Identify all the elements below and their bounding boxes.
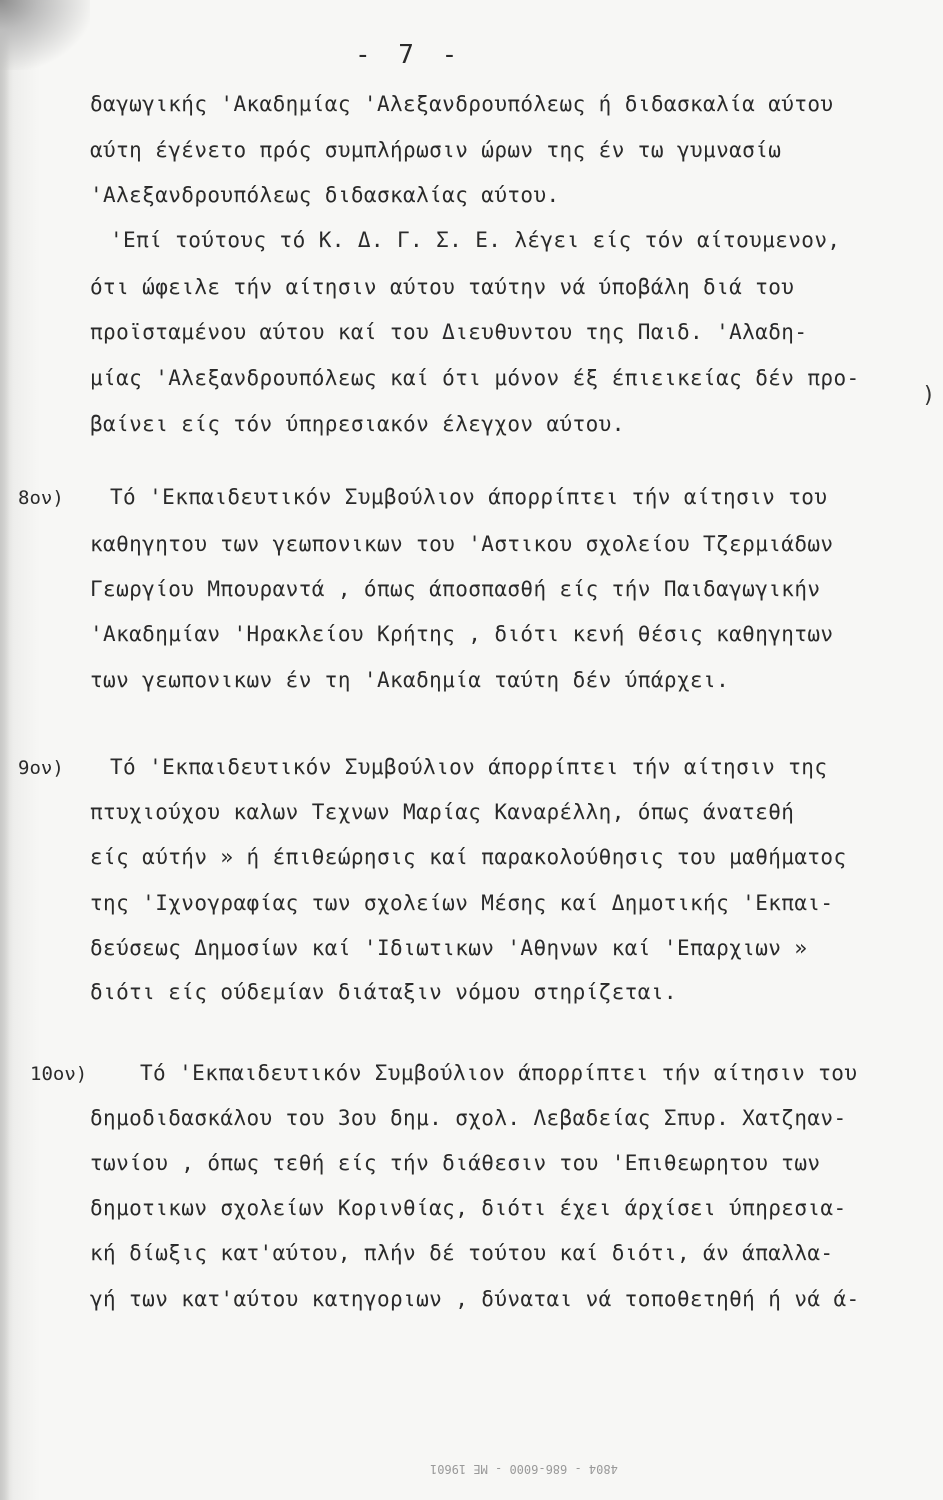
text-line: είς αύτήν » ή έπιθεώρησις καί παρακολούθησις του μαθήματος xyxy=(90,845,847,869)
text-line: αύτη έγένετο πρός συμπλήρωσιν ώρων της έν τω γυμνασίω xyxy=(90,138,782,162)
margin-mark: ) xyxy=(922,383,936,408)
corner-fold-shadow xyxy=(0,0,90,70)
text-line: κή δίωξις κατ'αύτου, πλήν δέ τούτου καί διότι, άν άπαλλα- xyxy=(90,1241,834,1265)
text-line: των γεωπονικων έν τη 'Ακαδημία ταύτη δέν ύπάρχει. xyxy=(90,668,730,692)
page-edge-shadow xyxy=(0,0,10,1500)
text-line: Τό 'Εκπαιδευτικόν Συμβούλιον άπορρίπτει τήν αίτησιν του xyxy=(140,1061,858,1085)
text-line: καθηγητου των γεωπονικων του 'Αστικου σχολείου Τζερμιάδων xyxy=(90,532,834,556)
text-line: 'Ακαδημίαν 'Ηρακλείου Κρήτης , διότι κενή θέσις καθηγητων xyxy=(90,622,834,646)
text-line: Γεωργίου Μπουραντά , όπως άποσπασθή είς τήν Παιδαγωγικήν xyxy=(90,577,821,601)
text-line: δαγωγικής 'Ακαδημίας 'Αλεξανδρουπόλεως ή διδασκαλία αύτου xyxy=(90,92,834,116)
text-line: δημοδιδασκάλου του 3ου δημ. σχολ. Λεβαδείας Σπυρ. Χατζηαν- xyxy=(90,1106,847,1130)
page-number: - 7 - xyxy=(355,40,464,70)
text-line: 'Αλεξανδρουπόλεως διδασκαλίας αύτου. xyxy=(90,183,560,207)
text-line: Τό 'Εκπαιδευτικόν Συμβούλιον άπορρίπτει τήν αίτησιν της xyxy=(110,755,828,779)
text-line: Τό 'Εκπαιδευτικόν Συμβούλιον άπορρίπτει τήν αίτησιν του xyxy=(110,485,828,509)
item-number: 9ον) xyxy=(18,757,64,779)
text-line: της 'Ιχνογραφίας των σχολείων Μέσης καί Δημοτικής 'Εκπαι- xyxy=(90,891,834,915)
text-line: δημοτικων σχολείων Κορινθίας, διότι έχει άρχίσει ύπηρεσια- xyxy=(90,1196,847,1220)
text-line: δεύσεως Δημοσίων καί 'Ιδιωτικων 'Αθηνων καί 'Επαρχιων » xyxy=(90,936,808,960)
item-number: 10ον) xyxy=(30,1063,88,1085)
text-line: διότι είς ούδεμίαν διάταξιν νόμου στηρίζεται. xyxy=(90,980,677,1004)
text-line: προϊσταμένου αύτου καί του Διευθυντου της Παιδ. 'Αλαδη- xyxy=(90,320,808,344)
footer-print-stamp: 4804 - 686-6000 - ΜΕ 19601 xyxy=(430,1462,618,1476)
text-line: μίας 'Αλεξανδρουπόλεως καί ότι μόνον έξ έπιεικείας δέν προ- xyxy=(90,366,860,390)
text-line: τωνίου , όπως τεθή είς τήν διάθεσιν του 'Επιθεωρητου των xyxy=(90,1151,821,1175)
text-line: βαίνει είς τόν ύπηρεσιακόν έλεγχον αύτου. xyxy=(90,412,625,436)
text-line: ότι ώφειλε τήν αίτησιν αύτου ταύτην νά ύποβάλη διά του xyxy=(90,275,795,299)
text-line: γή των κατ'αύτου κατηγοριων , δύναται νά τοποθετηθή ή νά ά- xyxy=(90,1287,860,1311)
text-line: 'Επί τούτους τό Κ. Δ. Γ. Σ. Ε. λέγει είς τόν αίτουμενον, xyxy=(110,228,841,252)
text-line: πτυχιούχου καλων Τεχνων Μαρίας Καναρέλλη, όπως άνατεθή xyxy=(90,800,795,824)
item-number: 8ον) xyxy=(18,487,64,509)
